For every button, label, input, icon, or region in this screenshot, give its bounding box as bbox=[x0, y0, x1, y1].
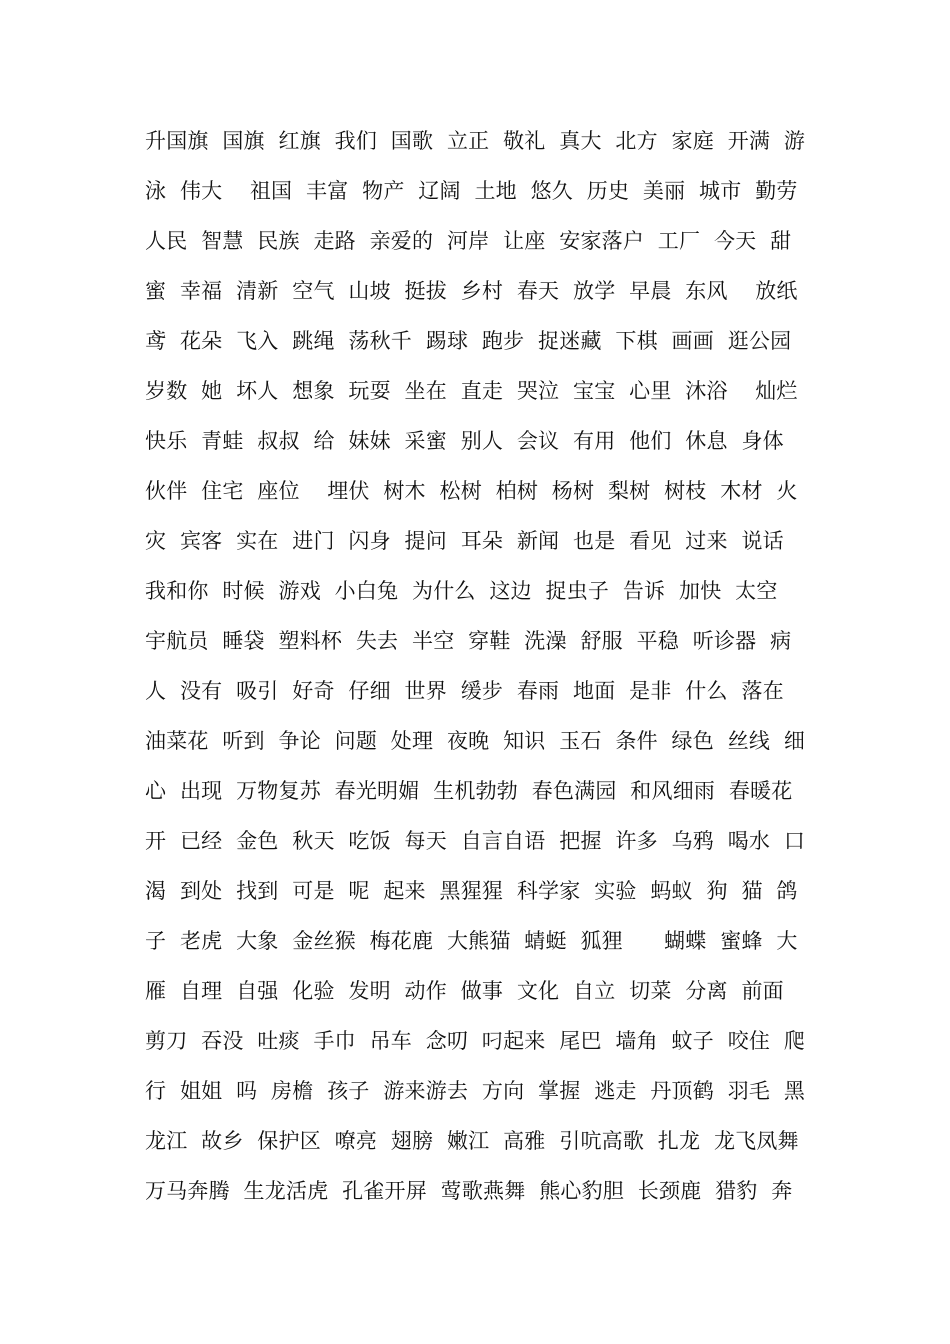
text-line: 伙伴 住宅 座位 埋伏 树木 松树 柏树 杨树 梨树 树枝 木材 火 bbox=[145, 479, 798, 503]
text-line: 岁数 她 坏人 想象 玩耍 坐在 直走 哭泣 宝宝 心里 沐浴 灿烂 bbox=[145, 379, 798, 403]
text-line: 雁 自理 自强 化验 发明 动作 做事 文化 自立 切菜 分离 前面 bbox=[145, 979, 784, 1003]
text-line: 剪刀 吞没 吐痰 手巾 吊车 念叨 叼起来 尾巴 墙角 蚊子 咬住 爬 bbox=[145, 1029, 806, 1053]
text-line: 宇航员 睡袋 塑料杯 失去 半空 穿鞋 洗澡 舒服 平稳 听诊器 病 bbox=[145, 629, 792, 653]
text-line: 升国旗 国旗 红旗 我们 国歌 立正 敬礼 真大 北方 家庭 开满 游 bbox=[145, 129, 806, 153]
text-line: 万马奔腾 生龙活虎 孔雀开屏 莺歌燕舞 熊心豹胆 长颈鹿 猎豹 奔 bbox=[145, 1179, 793, 1203]
text-line: 开 已经 金色 秋天 吃饭 每天 自言自语 把握 许多 乌鸦 喝水 口 bbox=[145, 829, 806, 853]
text-line: 人 没有 吸引 好奇 仔细 世界 缓步 春雨 地面 是非 什么 落在 bbox=[145, 679, 784, 703]
text-line: 渴 到处 找到 可是 呢 起来 黑猩猩 科学家 实验 蚂蚁 狗 猫 鸽 bbox=[145, 879, 798, 903]
text-line: 龙江 故乡 保护区 嘹亮 翅膀 嫩江 高雅 引吭高歌 扎龙 龙飞凤舞 bbox=[145, 1129, 799, 1153]
text-line: 鸢 花朵 飞入 跳绳 荡秋千 踢球 跑步 捉迷藏 下棋 画画 逛公园 bbox=[145, 329, 792, 353]
text-line: 人民 智慧 民族 走路 亲爱的 河岸 让座 安家落户 工厂 今天 甜 bbox=[145, 229, 792, 253]
text-line: 灾 宾客 实在 进门 闪身 提问 耳朵 新闻 也是 看见 过来 说话 bbox=[145, 529, 784, 553]
text-line: 我和你 时候 游戏 小白兔 为什么 这边 捉虫子 告诉 加快 太空 bbox=[145, 579, 778, 603]
text-line: 快乐 青蛙 叔叔 给 妹妹 采蜜 别人 会议 有用 他们 休息 身体 bbox=[145, 429, 784, 453]
text-line: 油菜花 听到 争论 问题 处理 夜晚 知识 玉石 条件 绿色 丝线 细 bbox=[145, 729, 806, 753]
text-line: 子 老虎 大象 金丝猴 梅花鹿 大熊猫 蜻蜓 狐狸 蝴蝶 蜜蜂 大 bbox=[145, 929, 798, 953]
text-line: 心 出现 万物复苏 春光明媚 生机勃勃 春色满园 和风细雨 春暖花 bbox=[145, 779, 793, 803]
text-line: 行 姐姐 吗 房檐 孩子 游来游去 方向 掌握 逃走 丹顶鹤 羽毛 黑 bbox=[145, 1079, 806, 1103]
text-line: 蜜 幸福 清新 空气 山坡 挺拔 乡村 春天 放学 早晨 东风 放纸 bbox=[145, 279, 798, 303]
text-line: 泳 伟大 祖国 丰富 物产 辽阔 土地 悠久 历史 美丽 城市 勤劳 bbox=[145, 179, 798, 203]
vocabulary-text-block bbox=[145, 116, 815, 1216]
